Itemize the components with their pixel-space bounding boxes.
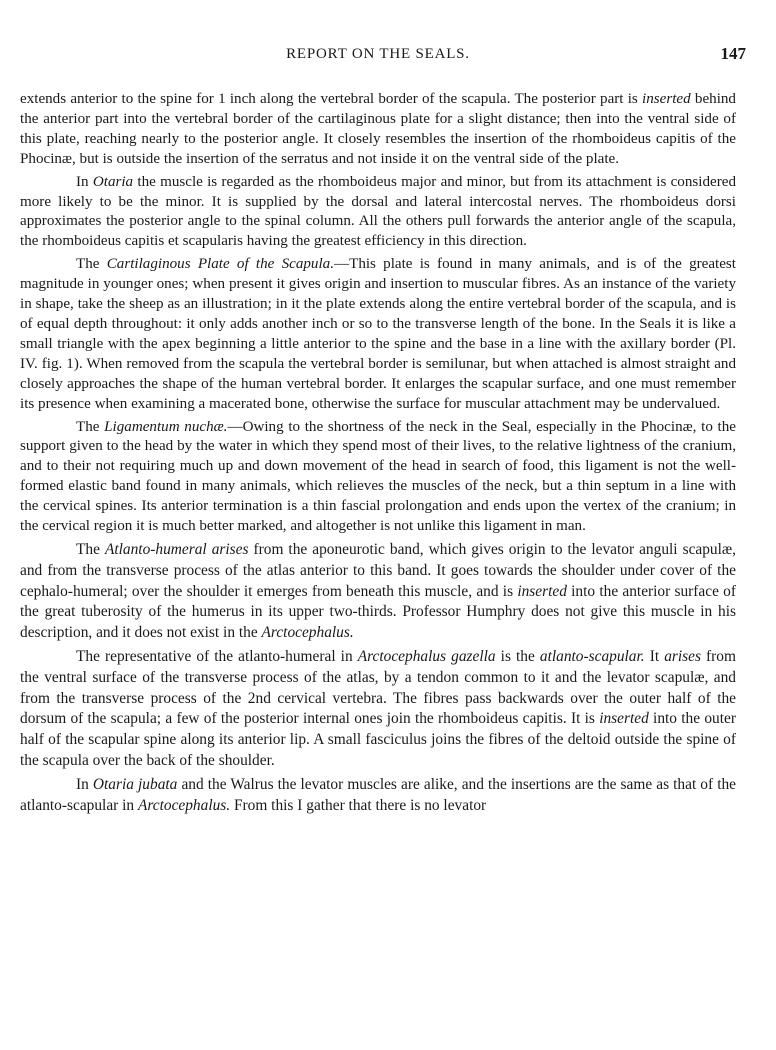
italic-run: atlanto-scapular. bbox=[539, 647, 645, 665]
italic-run: Arctocephalus. bbox=[137, 796, 231, 814]
paragraph-atlanto-scapular bbox=[20, 647, 736, 772]
text-run: into the anterior surface of the great tuberosity of the humerus in its upper two-thirds. Professor Humphry does not give this muscle in his description, and it does not exist in the bbox=[20, 582, 736, 642]
italic-run: Arctocephalus. bbox=[261, 624, 354, 642]
paragraph-1 bbox=[20, 90, 736, 170]
section-heading: Atlanto-humeral arises bbox=[104, 540, 249, 558]
text-run: —Owing to the shortness of the neck in the Seal, especially in the Phocinæ, to the support given to the head by the water in which they spend most of their lives, to the relative lightness of the cranium, and to their not requiring much up and down movement of the head in search of food, this ligament is not the well-formed elastic band found in many animals, which relieves the muscles of the neck, but a thin septum in a line with the cervical spines. Its anterior termination is a thin fascial prolongation and ends upon the vertex of the cranium; in the cervical region it is much better marked, and altogether is not unlike this ligament in man. bbox=[20, 418, 736, 535]
lower-text bbox=[20, 540, 736, 816]
italic-run: Otaria jubata bbox=[92, 775, 178, 793]
italic-run: inserted bbox=[517, 582, 567, 600]
text-run: The bbox=[76, 418, 105, 435]
text-run: The bbox=[76, 540, 105, 558]
paragraph-cartilaginous-plate bbox=[20, 255, 736, 414]
text-run: and the Walrus the levator muscles are alike, and the insertions are the same as that of the atlanto-scapular in bbox=[20, 775, 737, 814]
section-heading: Cartilaginous Plate of the Scapula. bbox=[106, 256, 334, 273]
italic-run: Otaria bbox=[92, 173, 134, 190]
page-header bbox=[20, 44, 746, 68]
text-run: The bbox=[76, 256, 107, 273]
text-run: In bbox=[76, 173, 93, 190]
text-run: It bbox=[644, 647, 665, 665]
text-run: In bbox=[76, 775, 93, 793]
paragraph-levator bbox=[20, 775, 736, 817]
running-title: REPORT ON THE SEALS. bbox=[286, 46, 470, 62]
text-run: into the outer half of the scapular spine along its anterior lip. A small fasciculus joins the fibres of the deltoid outside the spine of the scapula over the back of the shoulder. bbox=[20, 710, 736, 769]
italic-run: inserted bbox=[599, 710, 649, 728]
text-run: from the aponeurotic band, which gives origin to the levator anguli scapulæ, and from the transverse process of the atlas anterior to this band. It goes towards the shoulder under cover of the cephalo-humeral; over the shoulder it emerges from beneath this muscle, and is bbox=[20, 540, 737, 600]
text-run: extends anterior to the spine for 1 inch along the vertebral border of the scapula. The posterior part is bbox=[20, 91, 643, 107]
italic-run: arises bbox=[664, 647, 701, 665]
text-run: the muscle is regarded as the rhomboideus major and minor, but from its attachment is considered more likely to be the minor. It is supplied by the dorsal and lateral intercostal nerves. The rhomboideus dorsi approximates the posterior angle to the spinal column. All the others pull forwards the anterior angle of the scapula, the rhomboideus capitis et scapularis having the greatest efficiency in this direction. bbox=[20, 173, 736, 250]
text-run: is the bbox=[495, 647, 540, 665]
paragraph-atlanto-humeral bbox=[20, 540, 736, 644]
paragraph-2 bbox=[20, 173, 736, 253]
paragraph-ligamentum-nuchae bbox=[20, 418, 736, 537]
text-run: From this I gather that there is no levator bbox=[230, 796, 487, 814]
section-heading: Ligamentum nuchæ. bbox=[104, 418, 228, 435]
text-run: —This plate is found in many animals, and is of the greatest magnitude in younger ones; when present it gives origin and insertion to muscular fibres. As an instance of the variety in shape, take the sheep as an illustration; in it the plate extends along the entire vertebral border of the scapula, and is of equal depth throughout: it only adds another inch or so to the transverse length of the bone. In the Seals it is like a small triangle with the apex beginning a little anterior to the spine and the base in a line with the axillary border (Pl. IV. fig. 1). When removed from the scapula the vertebral border is semilunar, but when attached is almost straight and closely approaches the shape of the human vertebral border. It enlarges the scapular surface, and one must remember its presence when examining a macerated bone, otherwise the surface for muscular attachment may be undervalued. bbox=[20, 256, 736, 412]
italic-run: inserted bbox=[642, 91, 691, 107]
text-run: from the ventral surface of the transverse process of the atlas, by a tendon common to it and the levator scapulæ, and from the transverse process of the 2nd cervical vertebra. The fibres pass backwards over the outer half of the dorsum of the scapula; a few of the posterior internal ones join the rhomboideus capitis. It is bbox=[20, 647, 736, 728]
text-run: The representative of the atlanto-humeral in bbox=[76, 647, 358, 665]
italic-run: Arctocephalus gazella bbox=[357, 647, 496, 665]
text-run: behind the anterior part into the vertebral border of the cartilaginous plate for a slight distance; then into the ventral side of this plate, reaching nearly to the posterior angle. It closely resembles the insertion of the rhomboideus capitis of the Phocinæ, but is outside the insertion of the serratus and not inside it on the ventral side of the plate. bbox=[20, 91, 736, 167]
body-text bbox=[20, 90, 736, 816]
page-number: 147 bbox=[720, 44, 746, 63]
